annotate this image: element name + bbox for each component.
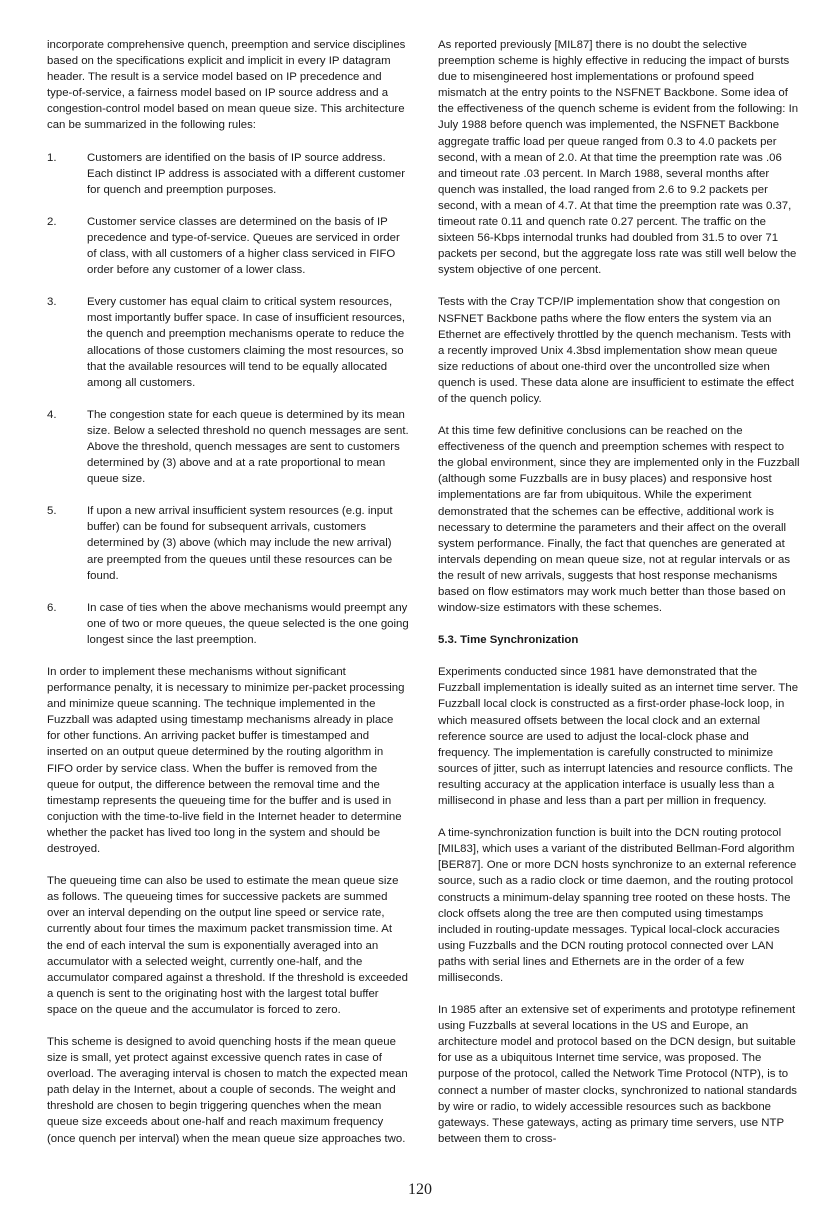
rule-text: Customer service classes are determined on the basis of IP precedence and type-of-service. Queues are serviced in order of class, with all customers of a higher class serviced in FIFO order before any customer of a lower class. xyxy=(87,215,400,277)
rule-text: Customers are identified on the basis of IP source address. Each distinct IP address is associated with a different customer for quench and preemption purposes. xyxy=(87,151,406,196)
paragraph: This scheme is designed to avoid quenching hosts if the mean queue size is small, yet protect against excessive quench rates in case of overload. The averaging interval is chosen to match the expected mean path delay in the Internet, about a couple of seconds. The weight and threshold are chosen to begin triggering quenches when the mean queue size exceeds about one-half and reach maximum frequency (once quench per interval) when the mean queue size approaches two. xyxy=(47,1035,408,1145)
rule-number: 3. xyxy=(47,296,57,309)
rule-number: 4. xyxy=(47,408,57,421)
rule-number: 1. xyxy=(47,151,57,164)
paragraph: As reported previously [MIL87] there is no doubt the selective preemption scheme is highly effective in reducing the impact of bursts due to misengineered host implementations or profound speed mismatch at the entry points to the NSFNET Backbone. Some idea of the effectiveness of the quench scheme is evident from the following: In July 1988 before quench was implemented, the NSFNET Backbone aggregate traffic load per queue ranged from 0.3 to 4.0 packets per second, with a mean of 2.0. At that time the preemption rate was .06 and timeout rate .03 percent. In March 1988, several months after quench was installed, the load ranged from 2.6 to 9.2 packets per second, with a mean of 4.7. At that time the preemption rate was 0.37, timeout rate 0.11 and quench rate 0.27 percent. The traffic on the sixteen 56-Kbps internodal trunks had doubled from 31.5 to over 71 packets per second, but the aggregate loss rate was still well below the system objective of one percent. xyxy=(438,39,799,277)
rules-list xyxy=(47,150,409,648)
rule-number: 5. xyxy=(47,505,57,518)
rule-item xyxy=(47,600,409,648)
rule-item xyxy=(47,214,409,278)
intro-paragraph: incorporate comprehensive quench, preemption and service disciplines based on the specifications explicit and implicit in every IP datagram header. The result is a service model based on IP precedence and type-of-service, a fairness model based on IP source address and a congestion-control model based on mean queue size. This architecture can be summarized in the following rules: xyxy=(47,39,406,132)
paragraph: The queueing time can also be used to estimate the mean queue size as follows. The queueing times for successive packets are summed over an interval depending on the output line speed or service rate, currently about four times the maximum packet transmission time. At the end of each interval the sum is exponentially averaged into an accumulator with a selected weight, currently one-half, and the accumulator compared against a threshold. If the threshold is exceeded a quench is sent to the originating host with the largest total buffer space on the queue and the accumulator is forced to zero. xyxy=(47,875,408,1016)
rule-item xyxy=(47,503,409,583)
rule-item xyxy=(47,407,409,487)
rule-text: In case of ties when the above mechanisms would preempt any one of two or more queues, the queue selected is the one going longest since the last preemption. xyxy=(87,601,409,646)
page-number: 120 xyxy=(408,1181,432,1198)
rule-text: If upon a new arrival insufficient system resources (e.g. input buffer) can be found for subsequent arrivals, customers determined by (3) above (which may include the new arrival) are preempted from the queues until these resources can be found. xyxy=(87,505,393,582)
paragraph: In 1985 after an extensive set of experiments and prototype refinement using Fuzzballs at several locations in the US and Europe, an architecture model and protocol based on the DCN design, but suitable for use as a ubiquitous Internet time service, was proposed. The purpose of the protocol, called the Network Time Protocol (NTP), is to connect a number of master clocks, synchronized to national standards by wire or radio, to widely accessible resources such as backbone gateways. These gateways, acting as primary time servers, use NTP between them to cross- xyxy=(438,1004,797,1145)
section-heading: 5.3. Time Synchronization xyxy=(438,634,579,647)
rule-item xyxy=(47,150,409,198)
rule-item xyxy=(47,294,409,391)
paragraph: A time-synchronization function is built into the DCN routing protocol [MIL83], which uses a variant of the distributed Bellman-Ford algorithm [BER87]. One or more DCN hosts synchronize to an external reference source, such as a radio clock or time daemon, and the routing protocol constructs a minimum-delay spanning tree rooted on these hosts. The clock offsets along the tree are then computed using timestamps included in routing-update messages. Typical local-clock accuracies using Fuzzballs and the DCN routing protocol connected over LAN paths with serial lines and Ethernets are in the order of a few milliseconds. xyxy=(438,827,797,984)
rule-text: Every customer has equal claim to critical system resources, most importantly buffer space. In case of insufficient resources, the quench and preemption mechanisms operate to reduce the allocations of those customers claiming the most resources, so that the available resources will tend to be equally allocated among all customers. xyxy=(87,296,406,389)
paragraph: At this time few definitive conclusions can be reached on the effectiveness of the quench and preemption schemes with respect to the global environment, since they are implemented only in the Fuzzball (although some Fuzzballs are in busy places) and responsive host implementations are far from ubiquitous. While the experiment demonstrated that the schemes can be effective, additional work is necessary to determine the parameters and their affect on the overall system performance. Finally, the fact that quenches are generated at intervals depending on mean queue size, not at regular intervals or as the result of new arrivals, suggests that host response mechanisms based on flow estimators may work much better than those based on window-size estimators with these schemes. xyxy=(438,425,800,615)
left-column xyxy=(47,37,409,1163)
rule-text: The congestion state for each queue is determined by its mean size. Below a selected threshold no quench messages are sent. Above the threshold, quench messages are sent to customers determined by (3) above and at a rate proportional to mean queue size. xyxy=(87,408,409,486)
paragraph: In order to implement these mechanisms without significant performance penalty, it is necessary to minimize per-packet processing and minimize queue scanning. The technique implemented in the Fuzzball was adapted using timestamp mechanisms already in place for other functions. An arriving packet buffer is timestamped and inserted on an output queue determined by the routing algorithm in FIFO order by service class. When the buffer is removed from the queue for output, the difference between the removal time and the timestamp represents the queueing time for the buffer and is used in conjuction with the time-to-live field in the Internet header to determine whether the packet has lived too long in the system and should be destroyed. xyxy=(47,666,405,856)
rule-number: 6. xyxy=(47,601,57,614)
rule-number: 2. xyxy=(47,215,57,228)
right-column xyxy=(438,37,800,1163)
paragraph: Tests with the Cray TCP/IP implementation show that congestion on NSFNET Backbone paths where the flow enters the system via an Ethernet are effectively throttled by the quench mechanism. Tests with a recently improved Unix 4.3bsd implementation show mean queue size reductions of about one-third over the uncontrolled size when quench is used. These data alone are insufficient to estimate the effect of the quench policy. xyxy=(438,296,794,405)
paragraph: Experiments conducted since 1981 have demonstrated that the Fuzzball implementation is ideally suited as an internet time server. The Fuzzball local clock is constructed as a first-order phase-lock loop, in which measured offsets between the local clock and an external reference source are used to adjust the local-clock phase and frequency. The implementation is carefully constructed to minimize sources of jitter, such as interrupt latencies and resource conflicts. The resulting accuracy at the application interface is usually less than a millisecond in phase and less than a part per million in frequency. xyxy=(438,666,799,808)
